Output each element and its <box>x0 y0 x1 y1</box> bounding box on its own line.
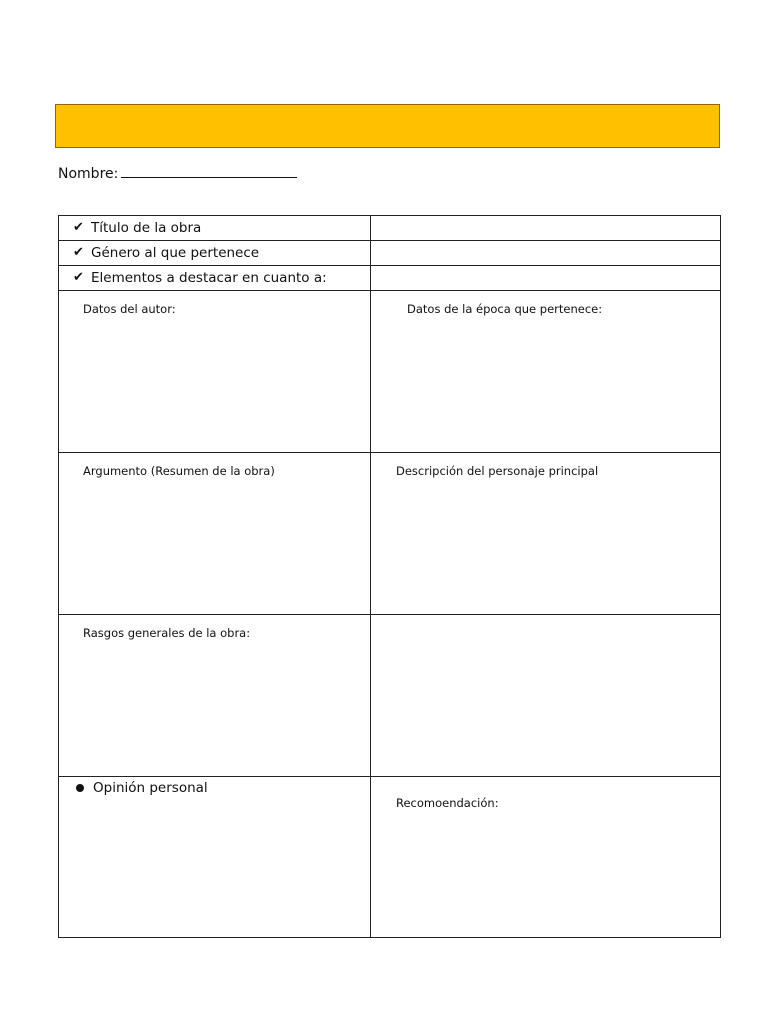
name-blank-line[interactable] <box>121 165 297 178</box>
plot-cell[interactable] <box>59 453 371 615</box>
bullet-icon <box>76 784 84 792</box>
recommendation-label: Recomoendación: <box>396 796 499 810</box>
features-extra-cell[interactable] <box>371 615 721 777</box>
checklist-label: Elementos a destacar en cuanto a: <box>91 270 327 286</box>
checklist-label: Título de la obra <box>91 220 202 236</box>
epoch-cell[interactable] <box>371 291 721 453</box>
opinion-cell[interactable] <box>59 777 371 938</box>
header-bar <box>55 104 720 148</box>
checklist-label: Género al que pertenece <box>91 245 260 261</box>
checklist-item-elements <box>59 266 371 291</box>
name-field[interactable] <box>58 165 297 182</box>
name-label: Nombre: <box>58 166 119 182</box>
elements-answer-cell[interactable] <box>371 266 721 291</box>
character-cell[interactable] <box>371 453 721 615</box>
author-label: Datos del autor: <box>83 302 176 316</box>
recommendation-cell[interactable] <box>371 777 721 938</box>
checklist-item-title <box>59 216 371 241</box>
checkmark-icon: ✔ <box>73 270 84 285</box>
features-label: Rasgos generales de la obra: <box>83 626 251 640</box>
plot-label: Argumento (Resumen de la obra) <box>83 464 275 478</box>
checkmark-icon: ✔ <box>73 245 84 260</box>
author-cell[interactable] <box>59 291 371 453</box>
features-cell[interactable] <box>59 615 371 777</box>
checkmark-icon: ✔ <box>73 220 84 235</box>
epoch-label: Datos de la época que pertenece: <box>407 302 603 316</box>
opinion-label: Opinión personal <box>93 780 208 796</box>
title-answer-cell[interactable] <box>371 216 721 241</box>
genre-answer-cell[interactable] <box>371 241 721 266</box>
checklist-item-genre <box>59 241 371 266</box>
worksheet-table <box>58 215 721 938</box>
character-label: Descripción del personaje principal <box>396 464 599 478</box>
